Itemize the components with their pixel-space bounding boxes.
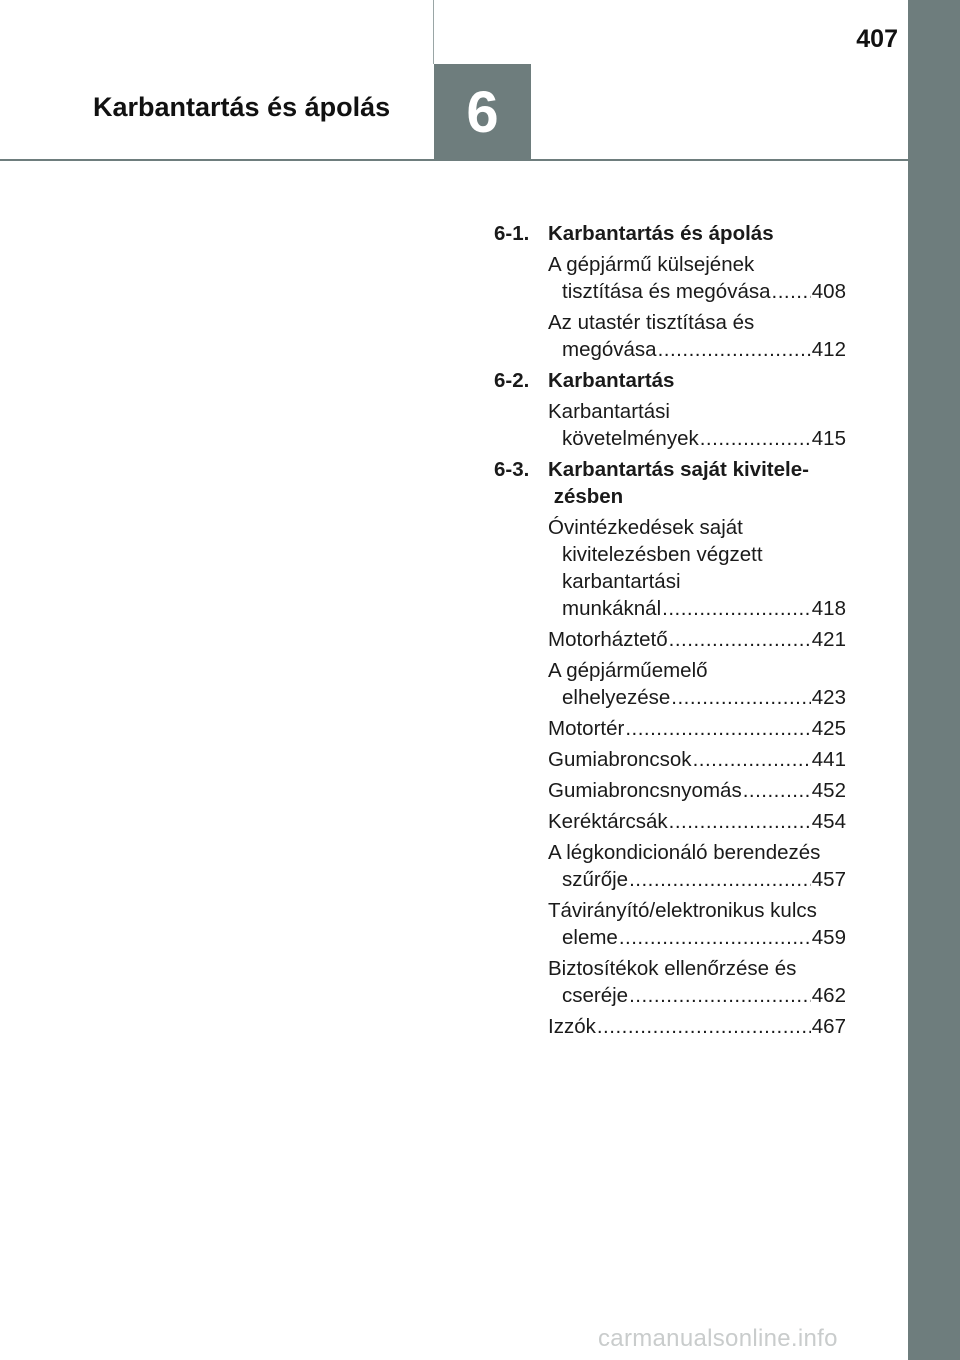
toc-entry-line [548,684,846,711]
toc-entry-text: tisztítása és megóvása [562,280,771,303]
dot-leader [772,278,811,305]
toc-entry[interactable] [548,626,846,653]
toc-entry-line [548,839,846,866]
toc-entry-text: szűrője [562,868,629,891]
toc-entry-line [548,866,846,893]
section-heading [494,220,846,247]
toc-page-number: 408 [811,280,846,303]
toc-entry-line [548,251,846,278]
toc-page-number: 418 [811,597,846,620]
toc-entry-line [548,595,846,622]
toc-entry-line [548,568,846,595]
dot-leader [671,684,811,711]
toc-page-number: 423 [811,686,846,709]
dot-leader [669,626,811,653]
toc-entry[interactable] [548,777,846,804]
section-title: Karbantartás saját kivitele- zésben [548,458,809,508]
toc-entry[interactable] [548,839,846,893]
toc-page-number: 441 [811,748,846,771]
section-title: Karbantartás és ápolás [548,222,774,245]
dot-leader [625,715,810,742]
toc-entry-text: Karbantartási [548,400,670,423]
toc-entry-line [548,1013,846,1040]
toc-entry-text: cseréje [562,984,629,1007]
toc-entry-text: munkáknál [562,597,662,620]
toc-entry-text: karbantartási [562,570,681,593]
toc-page-number: 462 [811,984,846,1007]
section-title: Karbantartás [548,369,675,392]
chapter-side-tab [908,0,960,1360]
toc-entry-line [548,955,846,982]
chapter-number-box: 6 [434,64,531,161]
dot-leader [629,982,811,1009]
header-divider [433,0,434,64]
toc-entry-line [548,897,846,924]
toc-entry-text: Biztosítékok ellenőrzése és [548,957,797,980]
toc-entry-line [548,278,846,305]
toc-entry-text: Keréktárcsák [548,810,668,833]
toc-entry-line [548,336,846,363]
dot-leader [693,746,811,773]
toc-entry-line [548,398,846,425]
toc-entry[interactable] [548,808,846,835]
toc-page-number: 415 [811,427,846,450]
toc-entry-line [548,777,846,804]
toc-entry-text: A gépjármű külsejének [548,253,755,276]
section-number: 6-3. [494,458,530,481]
dot-leader [700,425,811,452]
toc-entry-text: Gumiabroncsok [548,748,692,771]
dot-leader [597,1013,811,1040]
toc-entry-line [548,746,846,773]
page-number: 407 [856,25,898,53]
toc-page-number: 452 [811,779,846,802]
dot-leader [658,336,811,363]
toc-page-number: 457 [811,868,846,891]
toc-entry-line [548,982,846,1009]
toc-page-number: 467 [811,1015,846,1038]
toc-page-number: 454 [811,810,846,833]
toc-entry-line [548,808,846,835]
toc-entry[interactable] [548,309,846,363]
toc-entry[interactable] [548,1013,846,1040]
section-heading [494,367,846,394]
toc-entry[interactable] [548,897,846,951]
dot-leader [743,777,811,804]
section-number: 6-1. [494,222,530,245]
section-number: 6-2. [494,369,530,392]
toc-entry-text: Az utastér tisztítása és [548,311,755,334]
toc-entry[interactable] [548,398,846,452]
toc-entry-text: Óvintézkedések saját [548,516,743,539]
toc-entry[interactable] [548,514,846,622]
toc-entry[interactable] [548,657,846,711]
toc-entry[interactable] [548,955,846,1009]
toc-section [494,367,846,452]
dot-leader [669,808,811,835]
toc-entry-line [548,715,846,742]
toc-entry-line [548,541,846,568]
toc-page-number: 421 [811,628,846,651]
toc-entry[interactable] [548,251,846,305]
toc-entry-line [548,924,846,951]
toc-entry-line [548,309,846,336]
toc-entry-text: kivitelezésben végzett [562,543,763,566]
dot-leader [619,924,811,951]
toc-entry-text: A gépjárműemelő [548,659,708,682]
toc-entry-text: megóvása [562,338,657,361]
toc-entry-text: Gumiabroncsnyomás [548,779,742,802]
toc-entry-line [548,514,846,541]
toc-section [494,220,846,363]
toc-entry-text: Motortér [548,717,625,740]
toc-entry-text: követelmények [562,427,699,450]
table-of-contents [494,220,846,1044]
toc-entry-text: Motorháztető [548,628,668,651]
dot-leader [662,595,811,622]
toc-entry-text: A légkondicionáló berendezés [548,841,821,864]
toc-entry-text: elhelyezése [562,686,671,709]
toc-entry-line [548,425,846,452]
dot-leader [629,866,811,893]
toc-entry[interactable] [548,746,846,773]
toc-page-number: 412 [811,338,846,361]
section-heading [494,456,846,510]
toc-entry-text: eleme [562,926,618,949]
toc-entry[interactable] [548,715,846,742]
toc-entry-line [548,626,846,653]
toc-page-number: 425 [811,717,846,740]
watermark: carmanualsonline.info [598,1325,838,1352]
toc-entry-text: Izzók [548,1015,596,1038]
toc-entry-text: Távirányító/elektronikus kulcs [548,899,817,922]
toc-entry-line [548,657,846,684]
toc-page-number: 459 [811,926,846,949]
chapter-title: Karbantartás és ápolás [93,92,391,122]
toc-section [494,456,846,1040]
